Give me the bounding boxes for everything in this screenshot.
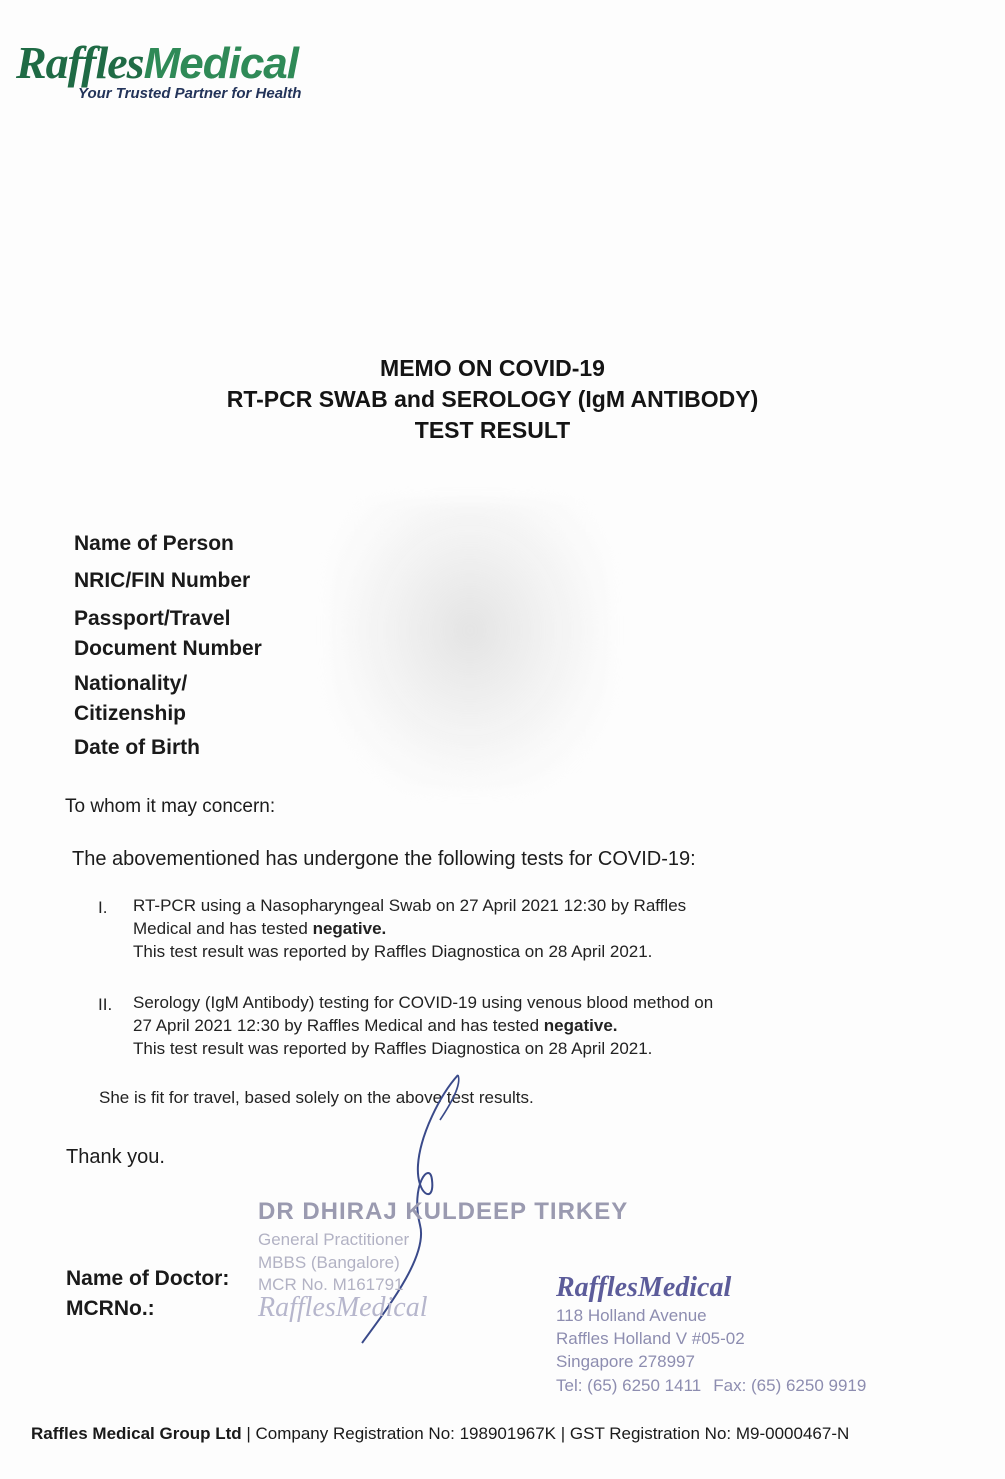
fitness-statement: She is fit for travel, based solely on the above test results. <box>99 1088 534 1107</box>
field-label-dob: Date of Birth <box>74 736 200 759</box>
doctor-stamp-logo: RafflesMedical <box>258 1292 428 1323</box>
test-1-text <box>133 894 823 963</box>
field-label-nric: NRIC/FIN Number <box>74 569 251 592</box>
test-2-numeral: II. <box>98 995 113 1014</box>
clinic-address-line3: Singapore 278997 <box>556 1352 695 1371</box>
intro-paragraph: The abovementioned has undergone the following tests for COVID-19: <box>72 848 696 870</box>
test-1-line2-prefix: Medical and has tested <box>133 919 313 938</box>
test-1-line1: RT-PCR using a Nasopharyngeal Swab on 27 April 2021 12:30 by Raffles <box>133 896 687 915</box>
logo-name-part2: Medical <box>143 39 298 88</box>
greeting: To whom it may concern: <box>65 796 276 817</box>
test-2-result: negative. <box>543 1016 618 1035</box>
logo-name-part1: Raffles <box>16 37 144 88</box>
raffles-medical-logo <box>16 36 298 89</box>
field-label-nationality-line1: Nationality/ <box>74 672 188 695</box>
clinic-address-line1: 118 Holland Avenue <box>556 1306 707 1325</box>
test-1-line2 <box>133 917 823 940</box>
footer-registration-numbers: | Company Registration No: 198901967K | GST Registration No: M9-0000467-N <box>241 1424 850 1443</box>
clinic-address-line2: Raffles Holland V #05-02 <box>556 1329 745 1348</box>
logo-tagline: Your Trusted Partner for Health <box>78 85 302 102</box>
doctor-name-label: Name of Doctor: <box>66 1267 230 1290</box>
test-2-text <box>133 991 823 1060</box>
field-label-passport-line2: Document Number <box>74 637 262 660</box>
footer-registration <box>31 1424 849 1444</box>
doctor-stamp-degree: MBBS (Bangalore) <box>258 1253 400 1272</box>
field-label-passport-line1: Passport/Travel <box>74 607 231 630</box>
test-2-line2 <box>133 1014 823 1037</box>
doctor-stamp-name: DR DHIRAJ KULDEEP TIRKEY <box>258 1198 629 1225</box>
test-1-line3: This test result was reported by Raffles Diagnostica on 28 April 2021. <box>133 942 653 961</box>
footer-company: Raffles Medical Group Ltd <box>31 1424 242 1443</box>
doctor-mcr-label: MCRNo.: <box>66 1297 155 1320</box>
closing-thanks: Thank you. <box>66 1146 165 1168</box>
clinic-tel: Tel: (65) 6250 1411 <box>556 1376 702 1395</box>
field-label-name: Name of Person <box>74 532 234 555</box>
redacted-personal-details <box>330 500 610 790</box>
clinic-stamp-logo: RafflesMedical <box>556 1272 732 1303</box>
test-1-result: negative. <box>312 919 387 938</box>
test-2-line2-prefix: 27 April 2021 12:30 by Raffles Medical and has tested <box>133 1016 544 1035</box>
doctor-stamp-mcr: MCR No. M161791 <box>258 1275 404 1294</box>
test-2-line3: This test result was reported by Raffles Diagnostica on 28 April 2021. <box>133 1039 653 1058</box>
field-label-nationality-line2: Citizenship <box>74 702 187 725</box>
memo-title-line1: MEMO ON COVID-19 <box>380 355 605 381</box>
test-1-numeral: I. <box>98 898 108 917</box>
test-2-line1: Serology (IgM Antibody) testing for COVID-19 using venous blood method on <box>133 993 714 1012</box>
memo-title-line3: TEST RESULT <box>414 417 571 443</box>
clinic-fax: Fax: (65) 6250 9919 <box>713 1376 867 1395</box>
memo-title-line2: RT-PCR SWAB and SEROLOGY (IgM ANTIBODY) <box>226 386 759 412</box>
clinic-contact-line <box>556 1376 866 1396</box>
doctor-stamp-role: General Practitioner <box>258 1230 410 1249</box>
